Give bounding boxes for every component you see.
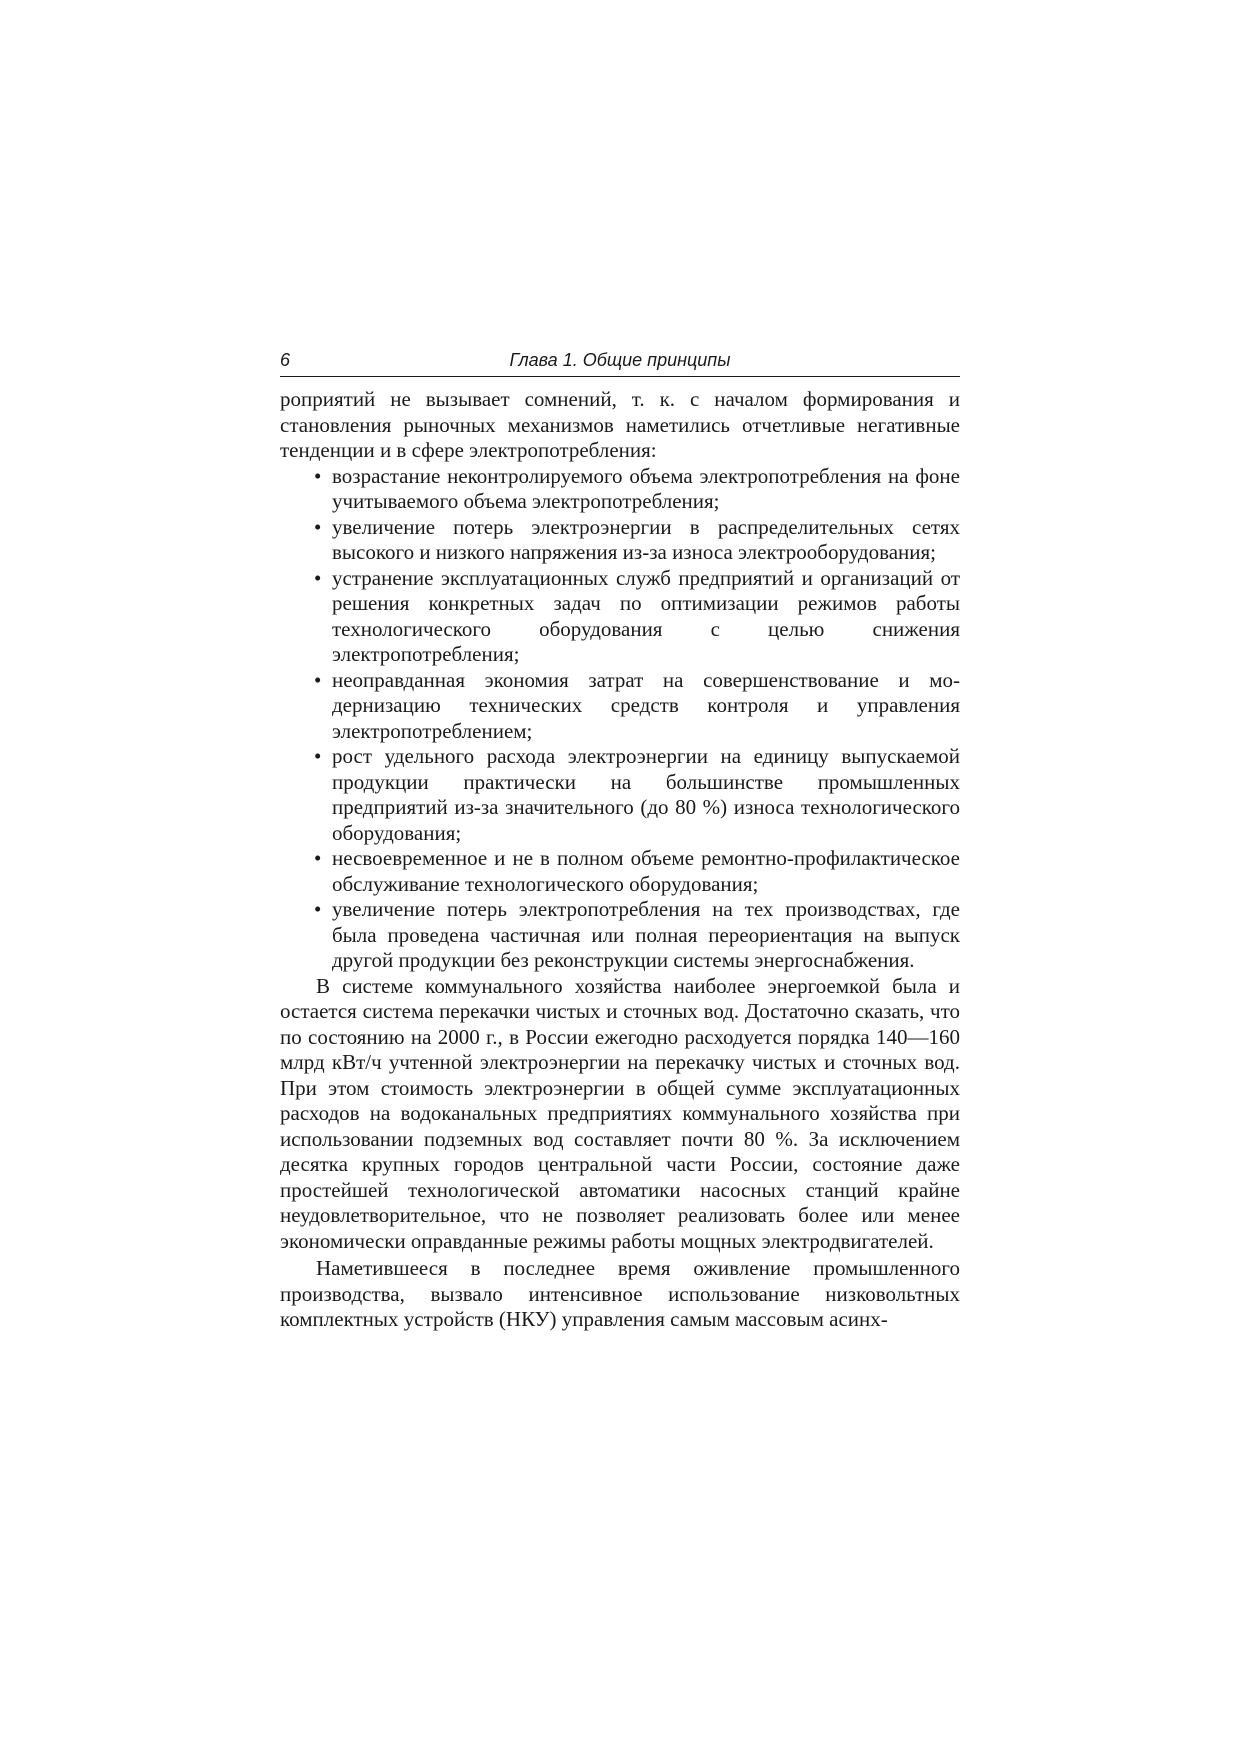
list-item-text: рост удельного расхода электроэнергии на единицу выпускаемой продукции практически на большинстве промышленных предприятий из-за значительного (до 80 %) износа технологического оборудования;	[332, 744, 960, 845]
list-item-text: увеличение потерь электроэнергии в распределительных сетях высокого и низкого напряжения из-за износа электрооборудования;	[332, 514, 960, 564]
bullet-icon: •	[314, 667, 322, 692]
list-item	[314, 846, 960, 897]
list-item	[314, 744, 960, 846]
list-item-text: возрастание неконтролируемого объема электропотребления на фоне учитываемого объема электропотребления;	[332, 463, 960, 513]
list-item	[314, 897, 960, 974]
running-header	[280, 348, 960, 377]
list-item	[314, 514, 960, 566]
bullet-icon: •	[314, 897, 322, 921]
list-item	[314, 565, 960, 668]
list-item-text: устранение эксплуатационных служб предприятий и организаций от решения конкретных задач по оптимизации режимов работы технологического оборудования с целью снижения электропотребления;	[332, 565, 960, 666]
body-paragraph: Наметившееся в последнее время оживление промышленного производства, вызвало интенсивное использование низковольтных комплектных устройств (НКУ) управления самым массовым асинх-	[280, 1256, 960, 1331]
intro-paragraph: роприятий не вызывает сомнений, т. к. с началом формирования и становления рыночных механизмов наметились отчетливые негативные тенденции и в сфере электропотребления:	[280, 387, 960, 462]
bullet-icon: •	[314, 744, 322, 768]
body-text	[280, 387, 960, 1333]
bullet-icon: •	[314, 514, 322, 539]
body-paragraph: В системе коммунального хозяйства наиболее энергоемкой была и остается система перекачки чистых и сточных вод. Достаточно сказать, что по состоянию на 2000 г., в России ежегодно расходуется порядка 140—160 млрд кВт/ч учтенной электроэнергии на перекачку чистых и сточных вод. При этом стоимость электроэнергии в общей сумме эксплуатационных расходов на водоканальных предприятиях коммунального хозяйства при использовании подземных вод составляет почти 80 %. За исключением десятка крупных городов центральной части России, состояние даже простейшей технологической автоматики насосных станций крайне неудовлетворительное, что не позволяет реализовать более или менее экономически оправданные режимы работы мощных электродвигателей.	[280, 973, 960, 1253]
list-item-text: неоправданная экономия затрат на совершенствование и модернизацию технических средств контроля и управления электропотреблением;	[332, 667, 960, 743]
chapter-title: Глава 1. Общие принципы	[509, 350, 731, 370]
bullet-icon: •	[314, 565, 322, 590]
list-item-text: несвоевременное и не в полном объеме ремонтно-профилактическое обслуживание технологического оборудования;	[332, 846, 960, 896]
bullet-list	[280, 464, 960, 974]
page-number: 6	[280, 350, 291, 370]
book-page	[280, 348, 960, 1333]
list-item	[314, 463, 960, 515]
bullet-icon: •	[314, 846, 322, 870]
list-item-text: увеличение потерь электропотребления на тех производствах, где была проведена частичная или полная переориентация на выпуск другой продукции без реконструкции системы энергоснабжения.	[332, 897, 960, 972]
bullet-icon: •	[314, 463, 322, 488]
list-item	[314, 667, 960, 745]
